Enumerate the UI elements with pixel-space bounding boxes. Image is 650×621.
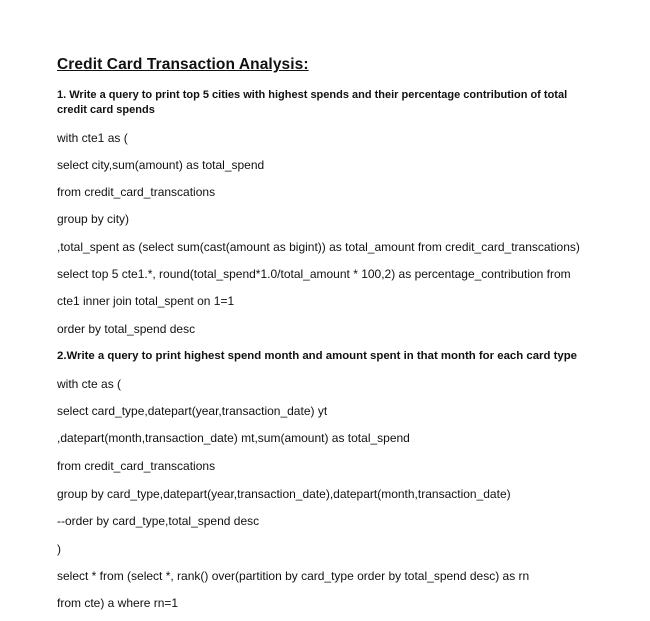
code-line: from cte) a where rn=1 xyxy=(57,596,179,610)
code-line: select * from (select *, rank() over(partition by card_type order by total_spend desc) as rn xyxy=(57,569,530,583)
code-line: group by city) xyxy=(57,212,130,226)
code-line: order by total_spend desc xyxy=(57,322,196,336)
question-1-heading: 1. Write a query to print top 5 cities with highest spends and their percentage contribution of total credit card spends xyxy=(57,89,568,116)
code-line: with cte1 as ( xyxy=(57,131,128,145)
code-line: ) xyxy=(57,542,61,556)
question-2-heading: 2.Write a query to print highest spend month and amount spent in that month for each card type xyxy=(57,350,578,362)
document-title: Credit Card Transaction Analysis: xyxy=(57,56,309,73)
code-line: select top 5 cte1.*, round(total_spend*1.0/total_amount * 100,2) as percentage_contribution from xyxy=(57,267,571,281)
code-line: ,datepart(month,transaction_date) mt,sum(amount) as total_spend xyxy=(57,431,410,445)
code-line: with cte as ( xyxy=(57,377,122,391)
code-line: from credit_card_transcations xyxy=(57,185,216,199)
code-line: select card_type,datepart(year,transaction_date) yt xyxy=(57,404,328,418)
code-line: from credit_card_transcations xyxy=(57,459,216,473)
code-line: select city,sum(amount) as total_spend xyxy=(57,158,265,172)
code-line: --order by card_type,total_spend desc xyxy=(57,514,260,528)
code-line: ,total_spent as (select sum(cast(amount as bigint)) as total_amount from credit_card_transcations) xyxy=(57,240,580,254)
code-line: cte1 inner join total_spent on 1=1 xyxy=(57,294,235,308)
code-line: group by card_type,datepart(year,transaction_date),datepart(month,transaction_date) xyxy=(57,487,511,501)
